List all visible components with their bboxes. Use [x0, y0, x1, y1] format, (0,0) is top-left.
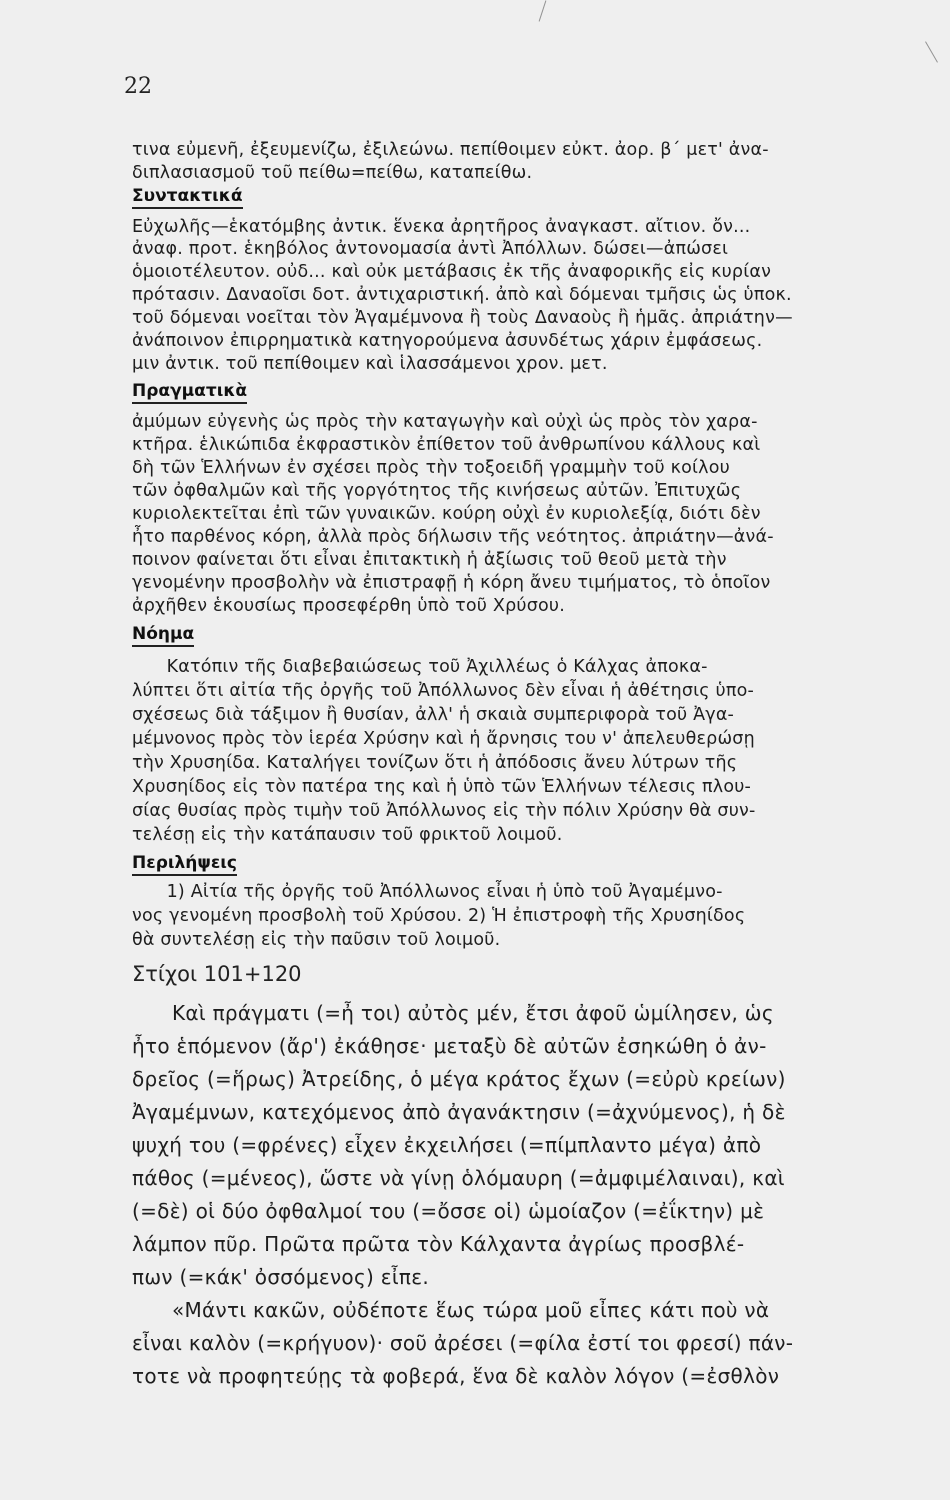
scan-artifact-mark	[539, 0, 547, 21]
perilipseis-line: θὰ συντελέσῃ εἰς τὴν παῦσιν τοῦ λοιμοῦ.	[132, 930, 501, 950]
translation-line: τοτε νὰ προφητεύῃς τὰ φοβερά, ἕνα δὲ καλὸν λόγον (=ἐσθλὸν	[132, 1364, 780, 1388]
noima-line: σχέσεως διὰ τάξιμον ἢ θυσίαν, ἀλλ' ἡ σκαιὰ συμπεριφορὰ τοῦ Ἀγα-	[132, 705, 735, 725]
noima-line: σίας θυσίας πρὸς τιμὴν τοῦ Ἀπόλλωνος εἰς τὴν πόλιν Χρύσην θὰ συν-	[132, 801, 756, 821]
scan-artifact-mark	[925, 41, 938, 62]
translation-line: Ἀγαμέμνων, κατεχόμενος ἀπὸ ἀγανάκτησιν (=ἀχνύμενος), ἡ δὲ	[132, 1100, 786, 1124]
syntax-line: ἀναφ. προτ. ἑκηβόλος ἀντονομασία ἀντὶ Ἀπόλλων. δώσει—ἀπώσει	[132, 239, 729, 259]
pragmatika-line: ἀρχῆθεν ἑκουσίως προσεφέρθη ὑπὸ τοῦ Χρύσου.	[132, 596, 566, 616]
syntax-line: μιν ἀντικ. τοῦ πεπίθοιμεν καὶ ἱλασσάμενοι χρον. μετ.	[132, 354, 608, 374]
perilipseis-line: νος γενομένη προσβολὴ τοῦ Χρύσου. 2) Ἡ ἐπιστροφὴ τῆς Χρυσηίδος	[132, 906, 746, 926]
noima-line: τελέσῃ εἰς τὴν κατάπαυσιν τοῦ φρικτοῦ λοιμοῦ.	[132, 825, 563, 845]
pragmatika-line: ἦτο παρθένος κόρη, ἀλλὰ πρὸς δήλωσιν τῆς νεότητος. ἀπριάτην—ἀνά-	[132, 527, 774, 547]
page-number: 22	[124, 74, 152, 99]
pragmatika-line: τῶν ὀφθαλμῶν καὶ τῆς γοργότητος τῆς κινήσεως αὐτῶν. Ἐπιτυχῶς	[132, 481, 742, 501]
perilipseis-line: 1) Αἰτία τῆς ὀργῆς τοῦ Ἀπόλλωνος εἶναι ἡ ὑπὸ τοῦ Ἀγαμέμνο-	[132, 882, 723, 902]
translation-line: δρεῖος (=ἥρως) Ἀτρείδης, ὁ μέγα κράτος ἔχων (=εὐρὺ κρείων)	[132, 1067, 786, 1091]
syntax-line: τοῦ δόμεναι νοεῖται τὸν Ἀγαμέμνονα ἢ τοὺς Δαναοὺς ἢ ἡμᾶς. ἀπριάτην—	[132, 308, 793, 328]
section-heading-pragmatika: Πραγματικὰ	[132, 381, 247, 404]
pragmatika-line: γενομένην προσβολὴν νὰ ἐπιστραφῇ ἡ κόρη ἄνευ τιμήματος, τὸ ὁποῖον	[132, 573, 771, 593]
translation-line: πων (=κάκ' ὀσσόμενος) εἶπε.	[132, 1265, 430, 1289]
noima-line: Χρυσηίδος εἰς τὸν πατέρα της καὶ ἡ ὑπὸ τῶν Ἑλλήνων τέλεσις πλου-	[132, 777, 752, 797]
syntax-line: ὁμοιοτέλευτον. οὐδ... καὶ οὐκ μετάβασις ἐκ τῆς ἀναφορικῆς εἰς κυρίαν	[132, 262, 772, 282]
noima-line: λύπτει ὅτι αἰτία τῆς ὀργῆς τοῦ Ἀπόλλωνος δὲν εἶναι ἡ ἀθέτησις ὑπο-	[132, 681, 755, 701]
pragmatika-line: δὴ τῶν Ἑλλήνων ἐν σχέσει πρὸς τὴν τοξοειδῆ γραμμὴν τοῦ κοίλου	[132, 458, 730, 478]
section-heading-perilipseis: Περιλήψεις	[132, 853, 237, 876]
noima-line: τὴν Χρυσηίδα. Καταλήγει τονίζων ὅτι ἡ ἀπόδοσις ἄνευ λύτρων τῆς	[132, 753, 738, 773]
translation-line: λάμπον πῦρ. Πρῶτα πρῶτα τὸν Κάλχαντα ἀγρίως προσβλέ-	[132, 1232, 745, 1256]
section-heading-noima: Νόημα	[132, 624, 194, 647]
translation-line: εἶναι καλὸν (=κρήγυον)· σοῦ ἀρέσει (=φίλα ἐστί τοι φρεσί) πάν-	[132, 1331, 794, 1355]
syntax-line: Εὐχωλῆς—ἑκατόμβης ἀντικ. ἕνεκα ἀρητῆρος ἀναγκαστ. αἴτιον. ὄν...	[132, 217, 751, 237]
pragmatika-line: κυριολεκτεῖται ἐπὶ τῶν γυναικῶν. κούρη οὐχὶ ἐν κυριολεξίᾳ, διότι δὲν	[132, 504, 761, 524]
verses-heading: Στίχοι 101+120	[132, 962, 302, 986]
noima-line: Κατόπιν τῆς διαβεβαιώσεως τοῦ Ἀχιλλέως ὁ Κάλχας ἀποκα-	[132, 657, 708, 677]
translation-line: ἦτο ἑπόμενον (ἄρ') ἐκάθησε· μεταξὺ δὲ αὐτῶν ἐσηκώθη ὁ ἀν-	[132, 1034, 767, 1058]
notes-line: διπλασιασμοῦ τοῦ πείθω=πείθω, καταπείθω.	[132, 163, 533, 183]
noima-line: μέμνονος πρὸς τὸν ἱερέα Χρύσην καὶ ἡ ἄρνησις του ν' ἀπελευθερώσῃ	[132, 729, 755, 749]
pragmatika-line: ποινον φαίνεται ὅτι εἶναι ἐπιτακτικὴ ἡ ἀξίωσις τοῦ θεοῦ μετὰ τὴν	[132, 550, 727, 570]
syntax-line: ἀνάποινον ἐπιρρηματικὰ κατηγορούμενα ἀσυνδέτως χάριν ἐμφάσεως.	[132, 331, 763, 351]
notes-line: τινα εὐμενῆ, ἐξευμενίζω, ἐξιλεώνω. πεπίθοιμεν εὐκτ. ἀορ. β΄ μετ' ἀνα-	[132, 140, 769, 160]
pragmatika-line: ἀμύμων εὐγενὴς ὡς πρὸς τὴν καταγωγὴν καὶ οὐχὶ ὡς πρὸς τὸν χαρα-	[132, 412, 758, 432]
syntax-line: πρότασιν. Δαναοῖσι δοτ. ἀντιχαριστική. ἀπὸ καὶ δόμεναι τμῆσις ὡς ὑποκ.	[132, 285, 792, 305]
section-heading-syntax: Συντακτικά	[132, 186, 243, 209]
translation-line: ψυχή του (=φρένες) εἶχεν ἐκχειλήσει (=πίμπλαντο μέγα) ἀπὸ	[132, 1133, 762, 1157]
translation-line: πάθος (=μένεος), ὥστε νὰ γίνῃ ὁλόμαυρη (=ἀμφιμέλαιναι), καὶ	[132, 1166, 785, 1190]
translation-line: «Μάντι κακῶν, οὐδέποτε ἕως τώρα μοῦ εἶπες κάτι ποὺ νὰ	[132, 1298, 770, 1322]
pragmatika-line: κτῆρα. ἑλικώπιδα ἐκφραστικὸν ἐπίθετον τοῦ ἀνθρωπίνου κάλλους καὶ	[132, 435, 761, 455]
translation-line: Καὶ πράγματι (=ἦ τοι) αὐτὸς μέν, ἔτσι ἀφοῦ ὡμίλησεν, ὡς	[132, 1001, 774, 1025]
translation-line: (=δὲ) οἱ δύο ὀφθαλμοί του (=ὄσσε οἱ) ὡμοίαζον (=ἐΐκτην) μὲ	[132, 1199, 765, 1223]
